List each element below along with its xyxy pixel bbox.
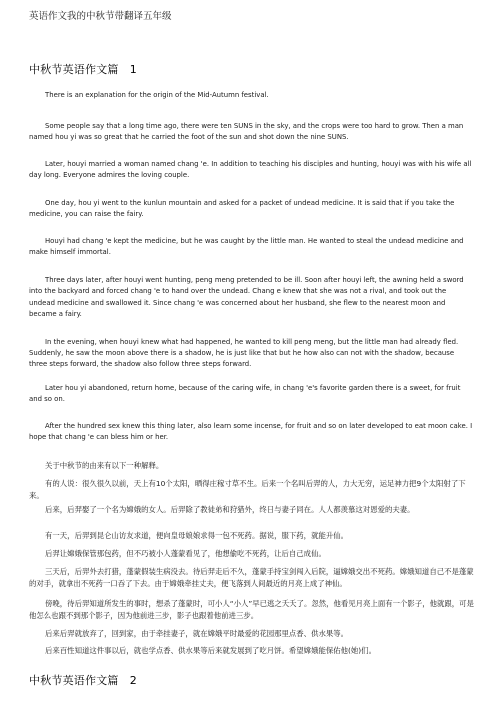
chinese-paragraph-4: 有一天，后羿到昆仑山访友求道，便向皇母娘娘求得一包不死药。据说，服下药，就能升仙。 <box>45 531 349 540</box>
chinese-paragraph-5: 后羿让嫦娥保管那包药，但不巧被小人蓬蒙看见了，他想偷吃不死药，让后自己成仙。 <box>45 549 326 558</box>
chinese-paragraph-6: 三天后，后羿外去打猎，蓬蒙假装生病没去。待后羿走后不久，蓬蒙手持宝剑闯入后院，逼嫦娥交出不死药。嫦娥知道自己不是蓬蒙的对手，就拿出不死药一口吞了下去。由于嫦娥牵挂丈夫，便飞落到人间最近的月亮上成了神仙。 <box>29 567 474 588</box>
english-paragraph-2: Some people say that a long time ago, there were ten SUNS in the sky, and the crops were too hard to grow. Then a man named hou yi was so great that he carried the foot of the sun and shot down the nine SUNS. <box>29 122 464 141</box>
english-paragraph-3: Later, houyi married a woman named chang 'e. In addition to teaching his disciples and hunting, houyi was with his wife all day long. Everyone admires the loving couple. <box>29 160 472 179</box>
english-paragraph-7: In the evening, when houyi knew what had happened, he wanted to kill peng meng, but the little man had already fled. Suddenly, he saw the moon above there is a shadow, he is just like that but he how also can not with the shadow, because three steps forward, the shadow also follow three steps forward. <box>29 338 459 368</box>
english-paragraph-4: One day, hou yi went to the kunlun mountain and asked for a packet of undead medicine. It is said that if you take the medicine, you can raise the fairy. <box>29 199 455 218</box>
chinese-paragraph-7: 傍晚，待后羿知道所发生的事时，想杀了蓬蒙时，可小人“小人”早已逃之夭夭了。忽然，他看见月亮上面有一个影子，他就跟，可是他怎么也跟不到那个影子，因为他前进三步，影子也跟着他前进三步。 <box>29 599 474 620</box>
english-paragraph-6a: Three days later, after houyi went hunting, peng meng pretended to be ill. Soon after houyi left, the awning held a sword into the backyard and forced chang 'e to hand over the undead. Chang e knew that she was not a rival, and took out the <box>29 276 464 295</box>
chinese-paragraph-9: 后来百性知道这件事以后，就也学点香、供水果等后来就发展到了吃月饼。希望嫦娥能保佑他(她)们。 <box>45 646 376 655</box>
chinese-paragraph-8: 后来后羿就放弃了，回到家，由于牵挂妻子，就在嫦娥平时最爱的花园那里点香、供水果等。 <box>45 629 349 638</box>
document-title: 英语作文我的中秋节带翻译五年级 <box>29 11 172 22</box>
section-2-heading: 中秋节英语作文篇 2 <box>29 674 137 687</box>
english-paragraph-6b: undead medicine and swallowed it. Since chang 'e was concerned about her husband, she flew to the nearest moon and became a fairy. <box>29 299 446 318</box>
english-paragraph-1: There is an explanation for the origin of the Mid-Autumn festival. <box>45 91 269 99</box>
chinese-paragraph-1: 关于中秋节的由来有以下一种解释。 <box>45 461 164 470</box>
english-paragraph-5: Houyi had chang 'e kept the medicine, but he was caught by the little man. He wanted to steal the undead medicine and make himself immortal. <box>29 237 464 256</box>
section-1-heading: 中秋节英语作文篇 1 <box>29 63 137 76</box>
english-paragraph-8: Later hou yi abandoned, return home, because of the caring wife, in chang 'e's favorite garden there is a sweet, for fruit and so on. <box>29 384 461 403</box>
chinese-paragraph-2: 有的人说：很久很久以前，天上有10个太阳，晒得庄稼寸草不生。后来一个名叫后羿的人，力大无穷，运足神力把9个太阳射了下来。 <box>29 479 466 500</box>
english-paragraph-9: After the hundred sex knew this thing later, also learn some incense, for fruit and so on later developed to eat moon cake. I hope that chang 'e can bless him or her. <box>29 422 473 441</box>
chinese-paragraph-3: 后来，后羿娶了一个名为嫦娥的女人。后羿除了教徒弟和狩猎外，终日与妻子同在。人人都羡慕这对恩爱的夫妻。 <box>45 505 415 514</box>
